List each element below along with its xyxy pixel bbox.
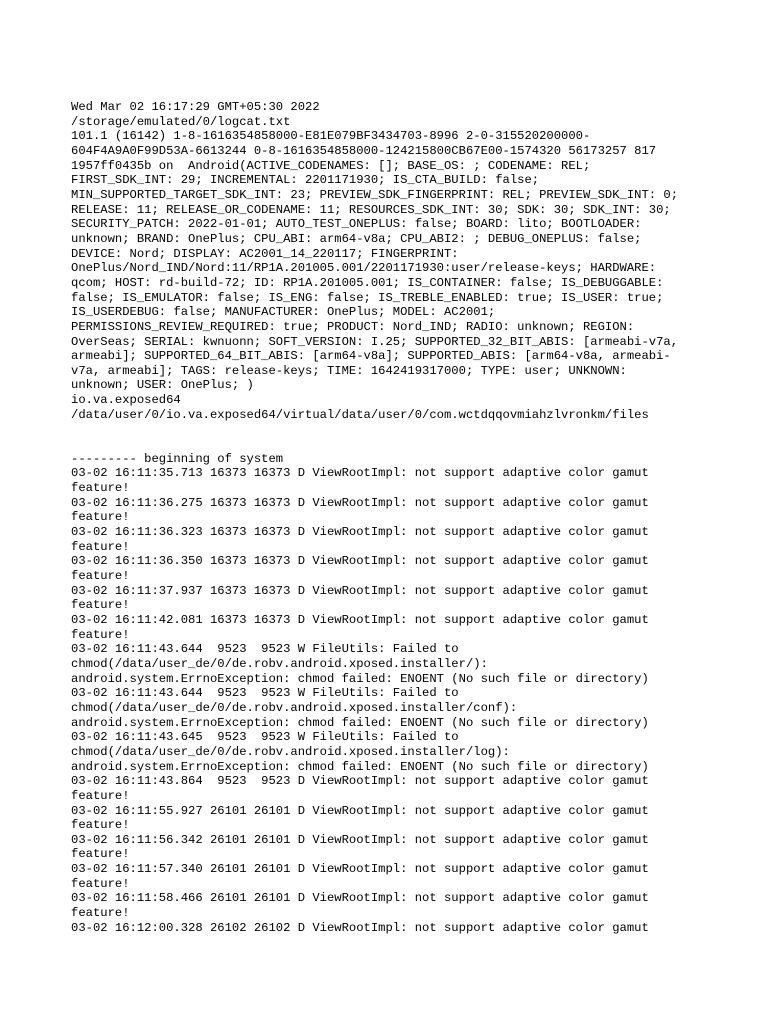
log-line: feature!: [71, 481, 130, 496]
header-line: FIRST_SDK_INT: 29; INCREMENTAL: 2201171930; IS_CTA_BUILD: false;: [71, 173, 540, 188]
log-line: chmod(/data/user_de/0/de.robv.android.xposed.installer/log):: [71, 744, 510, 759]
log-line: feature!: [71, 818, 130, 833]
log-line: 03-02 16:11:43.644 9523 9523 W FileUtils: Failed to: [71, 686, 459, 701]
log-line: feature!: [71, 569, 130, 583]
log-line: feature!: [71, 876, 130, 891]
log-line: android.system.ErrnoException: chmod failed: ENOENT (No such file or directory): [71, 759, 649, 774]
header-line: OnePlus/Nord_IND/Nord:11/RP1A.201005.001/2201171930:user/release-keys; HARDWARE:: [71, 261, 657, 276]
header-line: DEVICE: Nord; DISPLAY: AC2001_14_220117; FINGERPRINT:: [71, 246, 459, 261]
header-line: 101.1 (16142) 1-8-1616354858000-E81E079BF3434703-8996 2-0-315520200000-: [71, 129, 591, 144]
log-line: android.system.ErrnoException: chmod failed: ENOENT (No such file or directory): [71, 715, 649, 730]
header-line: v7a, armeabi]; TAGS: release-keys; TIME: 1642419317000; TYPE: user; UNKNOWN:: [71, 363, 627, 378]
log-line: 03-02 16:11:35.713 16373 16373 D ViewRootImpl: not support adaptive color gamut: [71, 466, 649, 481]
log-line: 03-02 16:11:43.864 9523 9523 D ViewRootImpl: not support adaptive color gamut: [71, 774, 649, 789]
log-line: 03-02 16:11:36.350 16373 16373 D ViewRootImpl: not support adaptive color gamut: [71, 554, 649, 569]
header-line: /data/user/0/io.va.exposed64/virtual/data/user/0/com.wctdqqovmiahzlvronkm/files: [71, 407, 649, 422]
header-line: 604F4A9A0F99D53A-6613244 0-8-1616354858000-124215800CB67E00-1574320 56173257 817: [71, 143, 657, 158]
header-line: false; IS_EMULATOR: false; IS_ENG: false; IS_TREBLE_ENABLED: true; IS_USER: true;: [71, 290, 664, 305]
header-line: armeabi]; SUPPORTED_64_BIT_ABIS: [arm64-v8a]; SUPPORTED_ABIS: [arm64-v8a, armeabi-: [71, 349, 671, 364]
log-line: feature!: [71, 627, 130, 642]
log-line: 03-02 16:11:43.644 9523 9523 W FileUtils: Failed to: [71, 642, 459, 657]
log-line: 03-02 16:12:00.328 26102 26102 D ViewRootImpl: not support adaptive color gamut: [71, 920, 649, 935]
log-line: 03-02 16:11:56.342 26101 26101 D ViewRootImpl: not support adaptive color gamut: [71, 832, 649, 847]
header-line: OverSeas; SERIAL: kwnuonn; SOFT_VERSION: I.25; SUPPORTED_32_BIT_ABIS: [armeabi-v7a,: [71, 334, 679, 349]
log-line: 03-02 16:11:36.323 16373 16373 D ViewRootImpl: not support adaptive color gamut: [71, 525, 649, 540]
header-line: unknown; BRAND: OnePlus; CPU_ABI: arm64-v8a; CPU_ABI2: ; DEBUG_ONEPLUS: false;: [71, 231, 642, 246]
log-line: 03-02 16:11:43.645 9523 9523 W FileUtils: Failed to: [71, 730, 459, 745]
log-line: --------- beginning of system: [71, 451, 284, 466]
header-line: Wed Mar 02 16:17:29 GMT+05:30 2022: [71, 100, 320, 114]
log-line: feature!: [71, 788, 130, 803]
log-line: android.system.ErrnoException: chmod failed: ENOENT (No such file or directory): [71, 671, 649, 686]
log-line: feature!: [71, 539, 130, 554]
log-line: 03-02 16:11:36.275 16373 16373 D ViewRootImpl: not support adaptive color gamut: [71, 495, 649, 510]
device-info-header: [71, 100, 711, 422]
log-line: chmod(/data/user_de/0/de.robv.android.xposed.installer/):: [71, 656, 488, 671]
header-line: 1957ff0435b on Android(ACTIVE_CODENAMES: []; BASE_OS: ; CODENAME: REL;: [71, 158, 591, 173]
log-entries: [71, 452, 711, 936]
log-line: 03-02 16:11:42.081 16373 16373 D ViewRootImpl: not support adaptive color gamut: [71, 612, 649, 627]
log-line: 03-02 16:11:37.937 16373 16373 D ViewRootImpl: not support adaptive color gamut: [71, 583, 649, 598]
logcat-document: [71, 100, 711, 935]
blank-line: [71, 422, 711, 437]
header-line: unknown; USER: OnePlus; ): [71, 378, 254, 393]
header-line: RELEASE: 11; RELEASE_OR_CODENAME: 11; RESOURCES_SDK_INT: 30; SDK: 30; SDK_INT: 30;: [71, 202, 671, 217]
header-line: IS_USERDEBUG: false; MANUFACTURER: OnePlus; MODEL: AC2001;: [71, 305, 496, 320]
header-line: MIN_SUPPORTED_TARGET_SDK_INT: 23; PREVIEW_SDK_FINGERPRINT: REL; PREVIEW_SDK_INT: 0;: [71, 187, 679, 202]
log-line: 03-02 16:11:57.340 26101 26101 D ViewRootImpl: not support adaptive color gamut: [71, 862, 649, 877]
log-line: 03-02 16:11:55.927 26101 26101 D ViewRootImpl: not support adaptive color gamut: [71, 803, 649, 818]
header-line: qcom; HOST: rd-build-72; ID: RP1A.201005.001; IS_CONTAINER: false; IS_DEBUGGABLE:: [71, 275, 664, 290]
log-line: feature!: [71, 510, 130, 525]
blank-line: [71, 437, 711, 452]
log-line: feature!: [71, 598, 130, 613]
log-line: feature!: [71, 847, 130, 862]
log-line: 03-02 16:11:58.466 26101 26101 D ViewRootImpl: not support adaptive color gamut: [71, 891, 649, 906]
header-line: /storage/emulated/0/logcat.txt: [71, 114, 291, 129]
header-line: io.va.exposed64: [71, 393, 181, 408]
log-line: feature!: [71, 906, 130, 921]
header-line: PERMISSIONS_REVIEW_REQUIRED: true; PRODUCT: Nord_IND; RADIO: unknown; REGION:: [71, 319, 635, 334]
log-line: chmod(/data/user_de/0/de.robv.android.xposed.installer/conf):: [71, 700, 518, 715]
header-line: SECURITY_PATCH: 2022-01-01; AUTO_TEST_ONEPLUS: false; BOARD: lito; BOOTLOADER:: [71, 217, 642, 232]
